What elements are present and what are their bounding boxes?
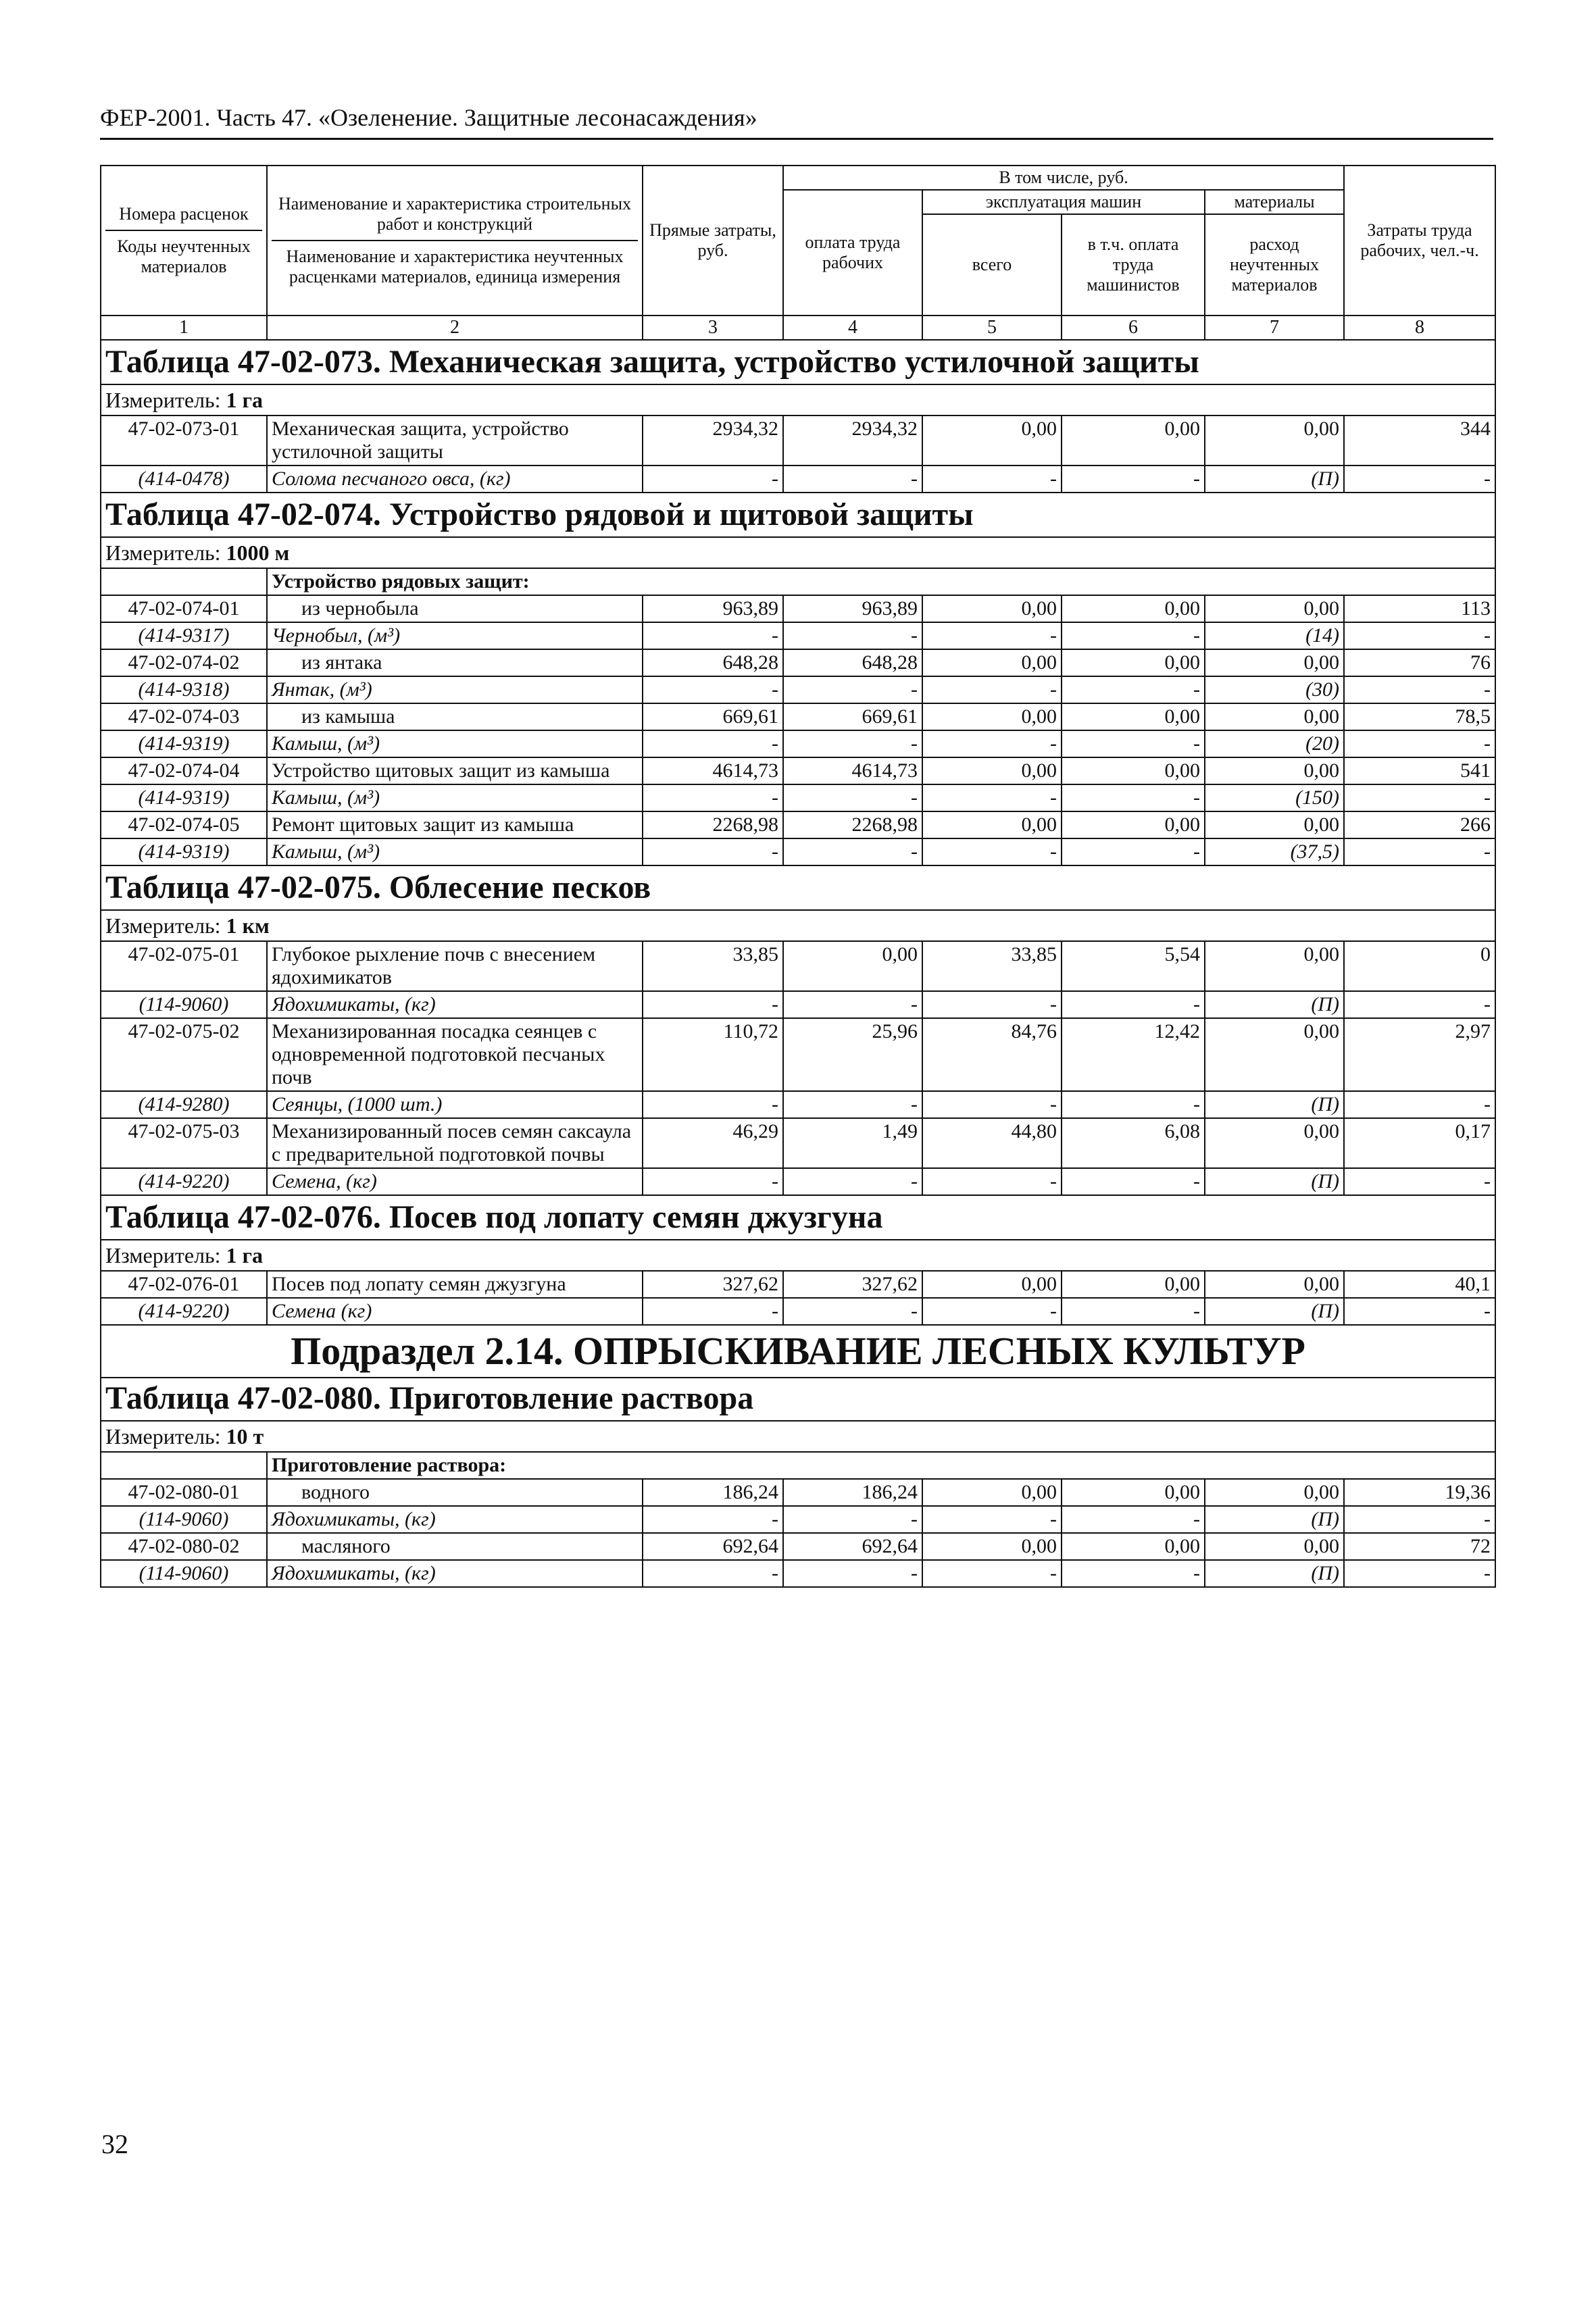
colnum: 5 <box>922 316 1062 340</box>
labor-hours: 72 <box>1344 1533 1495 1560</box>
dash: - <box>643 466 783 493</box>
table-row <box>101 703 1495 730</box>
dash: - <box>922 784 1062 811</box>
material-code: (114-9060) <box>101 1560 267 1587</box>
colnum: 7 <box>1205 316 1344 340</box>
table-row <box>101 1271 1495 1298</box>
material-name: Семена (кг) <box>267 1298 643 1325</box>
header-machinist: в т.ч. оплата труда машинистов <box>1062 214 1205 316</box>
dash: - <box>643 730 783 757</box>
column-numbers-row <box>101 316 1495 340</box>
colnum: 4 <box>783 316 922 340</box>
dash: - <box>783 1298 922 1325</box>
dash: - <box>1062 784 1205 811</box>
group-row <box>101 568 1495 595</box>
meter-row <box>101 910 1495 941</box>
labor-hours: 0 <box>1344 941 1495 991</box>
header-labor: Затраты труда рабочих, чел.-ч. <box>1344 166 1495 316</box>
table-row <box>101 1533 1495 1560</box>
dash: - <box>922 466 1062 493</box>
rate-code: 47-02-074-04 <box>101 757 267 784</box>
dash: - <box>783 1560 922 1587</box>
rate-code: 47-02-074-05 <box>101 811 267 838</box>
rate-code: 47-02-074-03 <box>101 703 267 730</box>
dash: - <box>1062 991 1205 1018</box>
material-row <box>101 466 1495 493</box>
rate-code: 47-02-080-01 <box>101 1479 267 1506</box>
labor-hours: 2,97 <box>1344 1018 1495 1091</box>
dash: - <box>1062 1298 1205 1325</box>
wage-cost: 0,00 <box>783 941 922 991</box>
wage-cost: 669,61 <box>783 703 922 730</box>
meter <box>101 537 1495 568</box>
dash: - <box>643 991 783 1018</box>
table-row <box>101 941 1495 991</box>
machinist-cost: 0,00 <box>1062 811 1205 838</box>
dash: - <box>643 622 783 649</box>
material-usage: (150) <box>1205 784 1344 811</box>
section-title-row <box>101 1378 1495 1421</box>
rate-name: Ремонт щитовых защит из камыша <box>267 811 643 838</box>
material-code: (414-9280) <box>101 1091 267 1118</box>
material-row <box>101 991 1495 1018</box>
dash: - <box>922 838 1062 865</box>
machinist-cost: 6,08 <box>1062 1118 1205 1168</box>
dash: - <box>643 1091 783 1118</box>
group-label: Устройство рядовых защит: <box>267 568 1495 595</box>
colnum: 8 <box>1344 316 1495 340</box>
dash: - <box>1344 1168 1495 1195</box>
direct-cost: 4614,73 <box>643 757 783 784</box>
table-row <box>101 649 1495 676</box>
direct-cost: 186,24 <box>643 1479 783 1506</box>
meter-value: 1 га <box>226 388 264 412</box>
labor-hours: 76 <box>1344 649 1495 676</box>
materials-cost: 0,00 <box>1205 811 1344 838</box>
direct-cost: 327,62 <box>643 1271 783 1298</box>
material-name: Сеянцы, (1000 шт.) <box>267 1091 643 1118</box>
dash: - <box>922 730 1062 757</box>
header-direct: Прямые затраты, руб. <box>643 166 783 316</box>
dash: - <box>643 676 783 703</box>
dash: - <box>1062 466 1205 493</box>
material-usage: (20) <box>1205 730 1344 757</box>
wage-cost: 963,89 <box>783 595 922 622</box>
dash: - <box>1062 730 1205 757</box>
material-row <box>101 622 1495 649</box>
rate-name: масляного <box>267 1533 643 1560</box>
table-title: Таблица 47-02-073. Механическая защита, устройство устилочной защиты <box>101 340 1495 384</box>
dash: - <box>1062 838 1205 865</box>
meter <box>101 384 1495 416</box>
material-name: Семена, (кг) <box>267 1168 643 1195</box>
rate-code: 47-02-074-02 <box>101 649 267 676</box>
dash: - <box>783 1506 922 1533</box>
meter-value: 1 га <box>226 1243 264 1267</box>
material-code: (414-9319) <box>101 838 267 865</box>
material-row <box>101 1168 1495 1195</box>
rate-name: из камыша <box>267 703 643 730</box>
labor-hours: 78,5 <box>1344 703 1495 730</box>
machinist-cost: 12,42 <box>1062 1018 1205 1091</box>
dash: - <box>783 622 922 649</box>
materials-cost: 0,00 <box>1205 1271 1344 1298</box>
machinist-cost: 0,00 <box>1062 757 1205 784</box>
dash: - <box>783 676 922 703</box>
meter-row <box>101 384 1495 416</box>
dash: - <box>783 784 922 811</box>
wage-cost: 648,28 <box>783 649 922 676</box>
machines-cost: 0,00 <box>922 811 1062 838</box>
rate-name: из янтака <box>267 649 643 676</box>
machines-cost: 0,00 <box>922 1271 1062 1298</box>
machinist-cost: 0,00 <box>1062 1533 1205 1560</box>
section-title-row <box>101 1195 1495 1240</box>
labor-hours: 541 <box>1344 757 1495 784</box>
table-row <box>101 811 1495 838</box>
material-code: (114-9060) <box>101 1506 267 1533</box>
material-row <box>101 730 1495 757</box>
wage-cost: 186,24 <box>783 1479 922 1506</box>
dash: - <box>1062 1091 1205 1118</box>
material-usage: (П) <box>1205 466 1344 493</box>
rate-code: 47-02-075-03 <box>101 1118 267 1168</box>
materials-cost: 0,00 <box>1205 1018 1344 1091</box>
rate-name: Посев под лопату семян джузгуна <box>267 1271 643 1298</box>
dash: - <box>922 622 1062 649</box>
rate-name: Устройство щитовых защит из камыша <box>267 757 643 784</box>
rate-code: 47-02-074-01 <box>101 595 267 622</box>
labor-hours: 0,17 <box>1344 1118 1495 1168</box>
header-name-cell <box>267 166 643 316</box>
running-head: ФЕР-2001. Часть 47. «Озеленение. Защитные лесонасаждения» <box>100 104 757 131</box>
wage-cost: 1,49 <box>783 1118 922 1168</box>
table-title: Таблица 47-02-074. Устройство рядовой и щитовой защиты <box>101 493 1495 537</box>
dash: - <box>783 838 922 865</box>
material-usage: (П) <box>1205 1091 1344 1118</box>
dash: - <box>922 1091 1062 1118</box>
materials-cost: 0,00 <box>1205 416 1344 466</box>
header-codes-cell <box>101 166 267 316</box>
material-code: (414-9220) <box>101 1168 267 1195</box>
materials-cost: 0,00 <box>1205 649 1344 676</box>
dash: - <box>922 991 1062 1018</box>
meter-row <box>101 1240 1495 1271</box>
machinist-cost: 0,00 <box>1062 649 1205 676</box>
materials-cost: 0,00 <box>1205 757 1344 784</box>
direct-cost: 2934,32 <box>643 416 783 466</box>
meter-label: Измеритель: <box>105 540 226 565</box>
header-mat-name: Наименование и характеристика неучтенных расценками материалов, единица измерения <box>286 247 624 286</box>
dash: - <box>922 1168 1062 1195</box>
labor-hours: 113 <box>1344 595 1495 622</box>
dash: - <box>1344 991 1495 1018</box>
machinist-cost: 0,00 <box>1062 416 1205 466</box>
rates-table <box>100 165 1496 1588</box>
material-usage: (30) <box>1205 676 1344 703</box>
rate-code: 47-02-076-01 <box>101 1271 267 1298</box>
material-name: Янтак, (м³) <box>267 676 643 703</box>
material-code: (414-9319) <box>101 784 267 811</box>
wage-cost: 327,62 <box>783 1271 922 1298</box>
material-name: Ядохимикаты, (кг) <box>267 1506 643 1533</box>
rate-code: 47-02-080-02 <box>101 1533 267 1560</box>
labor-hours: 19,36 <box>1344 1479 1495 1506</box>
header-mat-use: расход неучтенных материалов <box>1205 214 1344 316</box>
material-name: Чернобыл, (м³) <box>267 622 643 649</box>
header-incl: В том числе, руб. <box>783 166 1344 190</box>
material-usage: (37,5) <box>1205 838 1344 865</box>
dash: - <box>1344 1506 1495 1533</box>
group-label: Приготовление раствора: <box>267 1452 1495 1479</box>
table-title: Таблица 47-02-075. Облесение песков <box>101 865 1495 910</box>
dash: - <box>1344 784 1495 811</box>
material-name: Ядохимикаты, (кг) <box>267 1560 643 1587</box>
meter-label: Измеритель: <box>105 913 226 938</box>
material-code: (414-9220) <box>101 1298 267 1325</box>
table-row <box>101 595 1495 622</box>
header-rule <box>100 138 1493 140</box>
dash: - <box>783 991 922 1018</box>
material-code: (414-9318) <box>101 676 267 703</box>
material-usage: (П) <box>1205 1168 1344 1195</box>
dash: - <box>643 1168 783 1195</box>
empty-cell <box>101 1452 267 1479</box>
material-row <box>101 1298 1495 1325</box>
dash: - <box>922 1298 1062 1325</box>
meter <box>101 1240 1495 1271</box>
dash: - <box>1344 838 1495 865</box>
dash: - <box>643 838 783 865</box>
rate-code: 47-02-075-01 <box>101 941 267 991</box>
dash: - <box>1344 676 1495 703</box>
machines-cost: 84,76 <box>922 1018 1062 1091</box>
machines-cost: 0,00 <box>922 703 1062 730</box>
empty-cell <box>101 568 267 595</box>
table-row <box>101 1479 1495 1506</box>
dash: - <box>783 730 922 757</box>
dash: - <box>643 784 783 811</box>
wage-cost: 4614,73 <box>783 757 922 784</box>
dash: - <box>783 1091 922 1118</box>
material-name: Ядохимикаты, (кг) <box>267 991 643 1018</box>
material-code: (414-9317) <box>101 622 267 649</box>
material-row <box>101 1560 1495 1587</box>
table-row <box>101 1018 1495 1091</box>
machinist-cost: 5,54 <box>1062 941 1205 991</box>
table-title: Таблица 47-02-080. Приготовление раствора <box>101 1378 1495 1421</box>
section-title-row <box>101 865 1495 910</box>
dash: - <box>922 1560 1062 1587</box>
dash: - <box>1062 622 1205 649</box>
labor-hours: 266 <box>1344 811 1495 838</box>
wage-cost: 692,64 <box>783 1533 922 1560</box>
rate-name: Механическая защита, устройство устилочной защиты <box>267 416 643 466</box>
meter-row <box>101 1421 1495 1452</box>
labor-hours: 344 <box>1344 416 1495 466</box>
material-usage: (П) <box>1205 1506 1344 1533</box>
material-usage: (14) <box>1205 622 1344 649</box>
meter-label: Измеритель: <box>105 1243 226 1267</box>
dash: - <box>1062 1560 1205 1587</box>
wage-cost: 2268,98 <box>783 811 922 838</box>
dash: - <box>1344 1560 1495 1587</box>
header-mat-codes: Коды неучтенных материалов <box>117 236 251 276</box>
materials-cost: 0,00 <box>1205 1533 1344 1560</box>
header-machines: эксплуатация машин <box>922 190 1205 214</box>
colnum: 3 <box>643 316 783 340</box>
dash: - <box>1062 676 1205 703</box>
dash: - <box>643 1506 783 1533</box>
labor-hours: 40,1 <box>1344 1271 1495 1298</box>
meter-label: Измеритель: <box>105 388 226 412</box>
dash: - <box>1062 1168 1205 1195</box>
dash: - <box>643 1560 783 1587</box>
material-row <box>101 1091 1495 1118</box>
direct-cost: 692,64 <box>643 1533 783 1560</box>
wage-cost: 2934,32 <box>783 416 922 466</box>
dash: - <box>1344 1298 1495 1325</box>
material-row <box>101 838 1495 865</box>
dash: - <box>783 466 922 493</box>
rate-name: Глубокое рыхление почв с внесением ядохимикатов <box>267 941 643 991</box>
material-name: Солома песчаного овса, (кг) <box>267 466 643 493</box>
materials-cost: 0,00 <box>1205 703 1344 730</box>
dash: - <box>922 676 1062 703</box>
materials-cost: 0,00 <box>1205 941 1344 991</box>
material-code: (114-9060) <box>101 991 267 1018</box>
header-wage: оплата труда рабочих <box>783 190 922 316</box>
machinist-cost: 0,00 <box>1062 1271 1205 1298</box>
header-row-1 <box>101 166 1495 190</box>
machines-cost: 0,00 <box>922 1533 1062 1560</box>
material-name: Камыш, (м³) <box>267 730 643 757</box>
colnum: 2 <box>267 316 643 340</box>
table-row <box>101 757 1495 784</box>
materials-cost: 0,00 <box>1205 1118 1344 1168</box>
rate-name: из чернобыла <box>267 595 643 622</box>
table-row <box>101 416 1495 466</box>
meter-value: 1 км <box>226 913 270 938</box>
rate-name: Механизированная посадка сеянцев с одновременной подготовкой песчаных почв <box>267 1018 643 1091</box>
dash: - <box>1062 1506 1205 1533</box>
rate-code: 47-02-073-01 <box>101 416 267 466</box>
wage-cost: 25,96 <box>783 1018 922 1091</box>
material-row <box>101 676 1495 703</box>
material-code: (414-0478) <box>101 466 267 493</box>
dash: - <box>922 1506 1062 1533</box>
meter <box>101 910 1495 941</box>
subsection-title: Подраздел 2.14. ОПРЫСКИВАНИЕ ЛЕСНЫХ КУЛЬТУР <box>101 1325 1495 1378</box>
materials-cost: 0,00 <box>1205 1479 1344 1506</box>
machinist-cost: 0,00 <box>1062 1479 1205 1506</box>
material-row <box>101 1506 1495 1533</box>
machines-cost: 0,00 <box>922 1479 1062 1506</box>
rate-name: Механизированный посев семян саксаула с предварительной подготовкой почвы <box>267 1118 643 1168</box>
dash: - <box>643 1298 783 1325</box>
dash: - <box>1344 466 1495 493</box>
direct-cost: 46,29 <box>643 1118 783 1168</box>
direct-cost: 2268,98 <box>643 811 783 838</box>
direct-cost: 963,89 <box>643 595 783 622</box>
material-usage: (П) <box>1205 1560 1344 1587</box>
material-code: (414-9319) <box>101 730 267 757</box>
meter-row <box>101 537 1495 568</box>
page-number: 32 <box>101 2129 128 2159</box>
table-title: Таблица 47-02-076. Посев под лопату семян джузгуна <box>101 1195 1495 1240</box>
machines-cost: 0,00 <box>922 757 1062 784</box>
machines-cost: 0,00 <box>922 595 1062 622</box>
machines-cost: 0,00 <box>922 416 1062 466</box>
material-usage: (П) <box>1205 1298 1344 1325</box>
material-name: Камыш, (м³) <box>267 784 643 811</box>
direct-cost: 33,85 <box>643 941 783 991</box>
dash: - <box>1344 622 1495 649</box>
material-name: Камыш, (м³) <box>267 838 643 865</box>
material-row <box>101 784 1495 811</box>
dash: - <box>1344 730 1495 757</box>
header-codes: Номера расценок <box>105 204 262 231</box>
meter-value: 1000 м <box>226 540 290 565</box>
dash: - <box>783 1168 922 1195</box>
dash: - <box>1344 1091 1495 1118</box>
rate-name: водного <box>267 1479 643 1506</box>
subsection-row <box>101 1325 1495 1378</box>
rate-code: 47-02-075-02 <box>101 1018 267 1091</box>
machines-cost: 0,00 <box>922 649 1062 676</box>
machinist-cost: 0,00 <box>1062 703 1205 730</box>
direct-cost: 648,28 <box>643 649 783 676</box>
meter-label: Измеритель: <box>105 1424 226 1449</box>
colnum: 6 <box>1062 316 1205 340</box>
section-title-row <box>101 493 1495 537</box>
group-row <box>101 1452 1495 1479</box>
table-row <box>101 1118 1495 1168</box>
direct-cost: 110,72 <box>643 1018 783 1091</box>
meter <box>101 1421 1495 1452</box>
header-name: Наименование и характеристика строительных работ и конструкций <box>272 194 638 241</box>
meter-value: 10 т <box>226 1424 264 1449</box>
machinist-cost: 0,00 <box>1062 595 1205 622</box>
direct-cost: 669,61 <box>643 703 783 730</box>
machines-cost: 44,80 <box>922 1118 1062 1168</box>
colnum: 1 <box>101 316 267 340</box>
material-usage: (П) <box>1205 991 1344 1018</box>
section-title-row <box>101 340 1495 384</box>
header-materials: материалы <box>1205 190 1344 214</box>
header-total: всего <box>922 214 1062 316</box>
machines-cost: 33,85 <box>922 941 1062 991</box>
materials-cost: 0,00 <box>1205 595 1344 622</box>
